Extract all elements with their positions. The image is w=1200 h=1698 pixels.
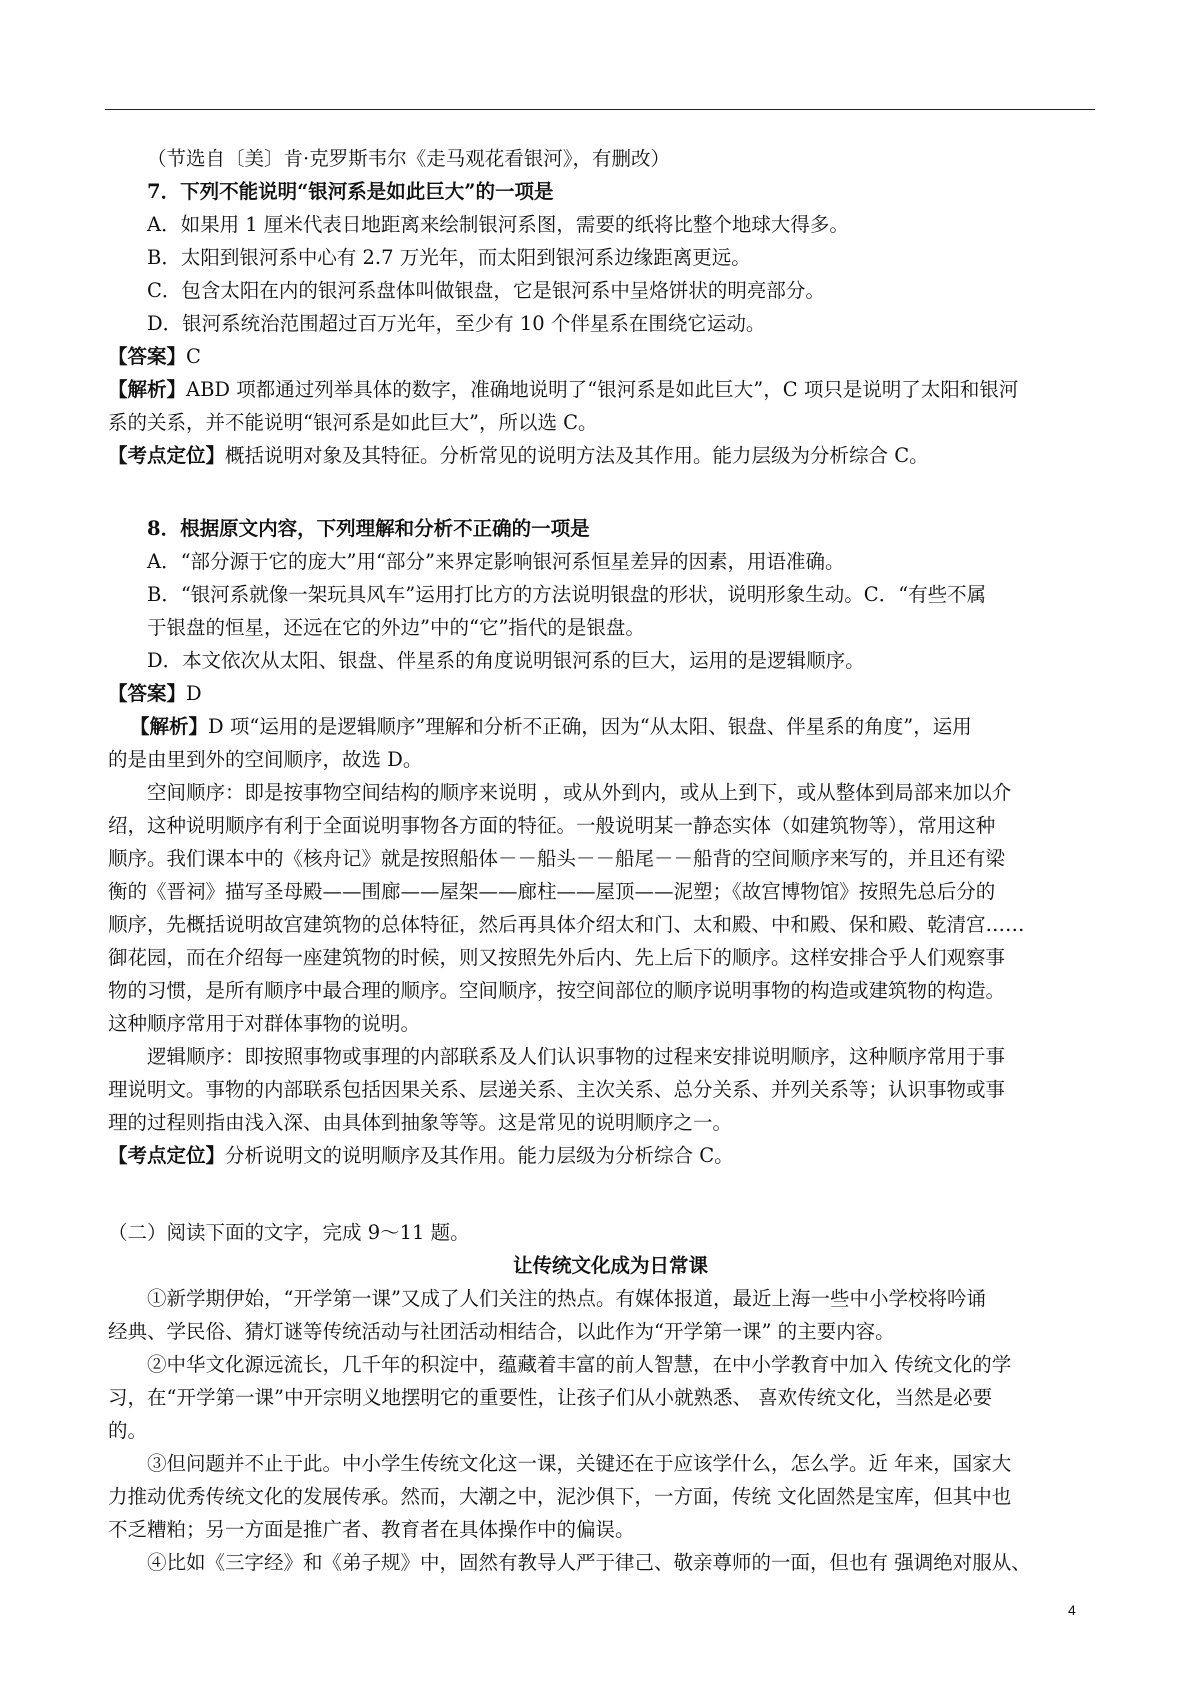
q7-answer-value: C — [186, 345, 201, 368]
spacer — [108, 1172, 1093, 1216]
q8-answer — [108, 677, 1093, 710]
q7-analysis-label: 【解析】 — [108, 378, 187, 401]
q7-option-a: A．如果用 1 厘米代表日地距离来绘制银河系图，需要的纸将比整个地球大得多。 — [147, 213, 849, 236]
q7-answer-label: 【答案】 — [108, 345, 187, 368]
spatial-order-line: 空间顺序：即是按事物空间结构的顺序来说明 ，或从外到内，或从上到下，或从整体到局部来加以介 — [147, 781, 1012, 804]
logical-order-line: 理说明文。事物的内部联系包括因果关系、层递关系、主次关系、总分关系、并列关系等；认识事物或事 — [108, 1078, 1006, 1101]
header-rule — [105, 109, 1095, 110]
q7-question: 7．下列不能说明“银河系是如此巨大”的一项是 — [147, 180, 554, 203]
spacer — [108, 472, 1093, 512]
spatial-order-line: 顺序，先概括说明故宫建筑物的总体特征，然后再具体介绍太和门、太和殿、中和殿、保和殿、乾清宫…… — [108, 913, 1025, 936]
q8-point — [108, 1139, 1093, 1172]
q7-analysis-text-1: ABD 项都通过列举具体的数字，准确地说明了“银河系是如此巨大”，C 项只是说明了太阳和银河 — [186, 378, 1019, 401]
logical-order-line: 逻辑顺序：即按照事物或事理的内部联系及人们认识事物的过程来安排说明顺序，这种顺序常用于事 — [147, 1045, 1006, 1068]
spatial-order-line: 衡的《晋祠》描写圣母殿——围廊——屋架——廊柱——屋顶——泥塑；《故宫博物馆》按照先总后分的 — [108, 880, 996, 903]
article-paragraph-2: ②中华文化源远流长，几千年的积淀中，蕴藏着丰富的前人智慧，在中小学教育中加入 传统文化的学 — [147, 1353, 1012, 1376]
spatial-order-line: 绍，这种说明顺序有利于全面说明事物各方面的特征。一般说明某一静态实体（如建筑物等），常用这种 — [108, 814, 996, 837]
article-title: 让传统文化成为日常课 — [512, 1254, 708, 1277]
article-paragraph-4: ④比如《三字经》和《弟子规》中，固然有教导人严于律己、敬亲尊师的一面，但也有 强调绝对服从、 — [147, 1551, 1031, 1574]
q8-point-label: 【考点定位】 — [108, 1144, 226, 1167]
article-paragraph-3: 力推动优秀传统文化的发展传承。然而，大潮之中，泥沙俱下，一方面，传统 文化固然是宝库，但其中也 — [108, 1485, 1012, 1508]
document-body — [108, 142, 1093, 1579]
q8-option-b: B．“银河系就像一架玩具风车”运用打比方的方法说明银盘的形状，说明形象生动。C．“有些不属 — [147, 583, 987, 606]
q7-point-text: 概括说明对象及其特征。分析常见的说明方法及其作用。能力层级为分析综合 C。 — [225, 444, 929, 467]
q7-analysis-text-2: 系的关系，并不能说明“银河系是如此巨大”，所以选 C。 — [108, 411, 598, 434]
q8-question: 8．根据原文内容，下列理解和分析不正确的一项是 — [147, 517, 590, 540]
spatial-order-line: 这种顺序常用于对群体事物的说明。 — [108, 1012, 421, 1035]
article-paragraph-2: 习，在“开学第一课”中开宗明义地摆明它的重要性，让孩子们从小就熟悉、 喜欢传统文化，当然是必要 — [108, 1386, 993, 1409]
article-paragraph-1: 经典、学民俗、猜灯谜等传统活动与社团活动相结合，以此作为“开学第一课” 的主要内容。 — [108, 1320, 895, 1343]
q8-analysis-text-1: D 项“运用的是逻辑顺序”理解和分析不正确，因为“从太阳、银盘、伴星系的角度”，运用 — [208, 715, 972, 738]
q7-option-d: D．银河系统治范围超过百万光年，至少有 10 个伴星系在围绕它运动。 — [147, 312, 766, 335]
q8-option-b-cont: 于银盘的恒星，还远在它的外边”中的“它”指代的是银盘。 — [147, 616, 645, 639]
q8-option-d: D．本文依次从太阳、银盘、伴星系的角度说明银河系的巨大，运用的是逻辑顺序。 — [147, 649, 865, 672]
source-note: （节选自〔美〕肯·克罗斯韦尔《走马观花看银河》，有删改） — [147, 147, 670, 170]
q8-point-text: 分析说明文的说明顺序及其作用。能力层级为分析综合 C。 — [225, 1144, 734, 1167]
spatial-order-line: 物的习惯，是所有顺序中最合理的顺序。空间顺序，按空间部位的顺序说明事物的构造或建筑物的构造。 — [108, 979, 1006, 1002]
q8-answer-label: 【答案】 — [108, 682, 187, 705]
logical-order-line: 理的过程则指由浅入深、由具体到抽象等等。这是常见的说明顺序之一。 — [108, 1111, 733, 1134]
q7-analysis — [108, 373, 1093, 406]
q8-analysis-label: 【解析】 — [130, 715, 209, 738]
article-paragraph-3: ③但问题并不止于此。中小学生传统文化这一课，关键还在于应该学什么，怎么学。近 年来，国家大 — [147, 1452, 1012, 1475]
q8-answer-value: D — [186, 682, 202, 705]
spatial-order-line: 御花园，而在介绍每一座建筑物的时候，则又按照先外后内、先上后下的顺序。这样安排合乎人们观察事 — [108, 946, 1006, 969]
q7-option-b: B．太阳到银河系中心有 2.7 万光年，而太阳到银河系边缘距离更远。 — [147, 246, 751, 269]
q7-point-label: 【考点定位】 — [108, 444, 226, 467]
spatial-order-line: 顺序。我们课本中的《核舟记》就是按照船体－－船头－－船尾－－船背的空间顺序来写的，并且还有梁 — [108, 847, 1006, 870]
article-paragraph-2: 的。 — [108, 1419, 148, 1442]
page-number: 4 — [1068, 1602, 1076, 1618]
q8-analysis — [108, 710, 1093, 743]
section2-intro: （二）阅读下面的文字，完成 9～11 题。 — [108, 1221, 470, 1244]
q8-option-a: A．“部分源于它的庞大”用“部分”来界定影响银河系恒星差异的因素，用语准确。 — [147, 550, 845, 573]
article-paragraph-3: 不乏糟粕；另一方面是推广者、教育者在具体操作中的偏误。 — [108, 1518, 635, 1541]
q7-option-c: C．包含太阳在内的银河系盘体叫做银盘，它是银河系中呈烙饼状的明亮部分。 — [147, 279, 825, 302]
q7-point — [108, 439, 1093, 472]
q7-answer — [108, 340, 1093, 373]
q8-analysis-text-2: 的是由里到外的空间顺序，故选 D。 — [108, 748, 423, 771]
article-paragraph-1: ①新学期伊始，“开学第一课”又成了人们关注的热点。有媒体报道，最近上海一些中小学校将吟诵 — [147, 1287, 986, 1310]
